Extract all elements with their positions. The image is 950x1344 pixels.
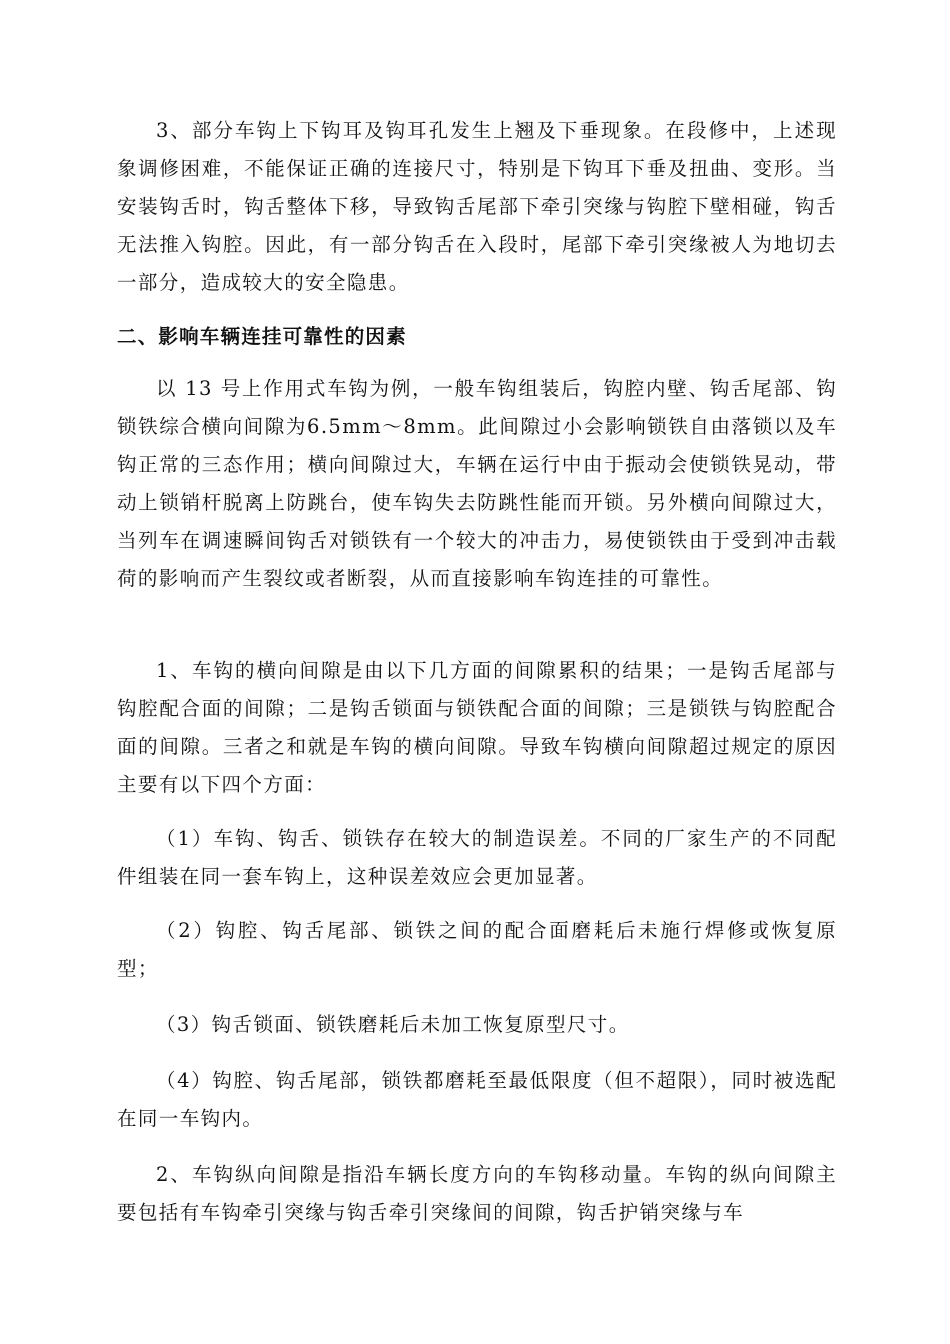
paragraph-lateral-clearance: 1、车钩的横向间隙是由以下几方面的间隙累积的结果；一是钩舌尾部与钩腔配合面的间隙；二是钩舌锁面与锁铁配合面的间隙；三是锁铁与钩腔配合面的间隙。三者之和就是车钩的横向间隙。导致车钩横向间隙超过规定的原因主要有以下四个方面： <box>117 659 837 796</box>
paragraph-intro: 以 13 号上作用式车钩为例，一般车钩组装后，钩腔内壁、钩舌尾部、钩锁铁综合横向间隙为6.5mm～8mm。此间隙过小会影响锁铁自由落锁以及车钩正常的三态作用；横向间隙过大，车辆在运行中由于振动会使锁铁晃动，带动上锁销杆脱离上防跳台，使车钩失去防跳性能而开锁。另外横向间隙过大，当列车在调速瞬间钩舌对锁铁有一个较大的冲击力，易使锁铁由于受到冲击载荷的影响而产生裂纹或者断裂，从而直接影响车钩连挂的可靠性。 <box>117 377 837 590</box>
paragraph-cause-1: （1）车钩、钩舌、锁铁存在较大的制造误差。不同的厂家生产的不同配件组装在同一套车钩上，这种误差效应会更加显著。 <box>117 827 837 888</box>
section-heading: 二、影响车辆连挂可靠性的因素 <box>117 325 407 348</box>
paragraph-item-3: 3、部分车钩上下钩耳及钩耳孔发生上翘及下垂现象。在段修中，上述现象调修困难，不能保证正确的连接尺寸，特别是下钩耳下垂及扭曲、变形。当安装钩舌时，钩舌整体下移，导致钩舌尾部下牵引突缘与钩腔下壁相碰，钩舌无法推入钩腔。因此，有一部分钩舌在入段时，尾部下牵引突缘被人为地切去一部分，造成较大的安全隐患。 <box>117 119 837 294</box>
paragraph-cause-2: （2）钩腔、钩舌尾部、锁铁之间的配合面磨耗后未施行焊修或恢复原型； <box>117 919 837 980</box>
paragraph-cause-3: （3）钩舌锁面、锁铁磨耗后未加工恢复原型尺寸。 <box>156 1013 630 1036</box>
paragraph-cause-4: （4）钩腔、钩舌尾部，锁铁都磨耗至最低限度（但不超限），同时被选配在同一车钩内。 <box>117 1069 837 1130</box>
paragraph-longitudinal-clearance: 2、车钩纵向间隙是指沿车辆长度方向的车钩移动量。车钩的纵向间隙主要包括有车钩牵引突缘与钩舌牵引突缘间的间隙，钩舌护销突缘与车 <box>117 1163 837 1224</box>
